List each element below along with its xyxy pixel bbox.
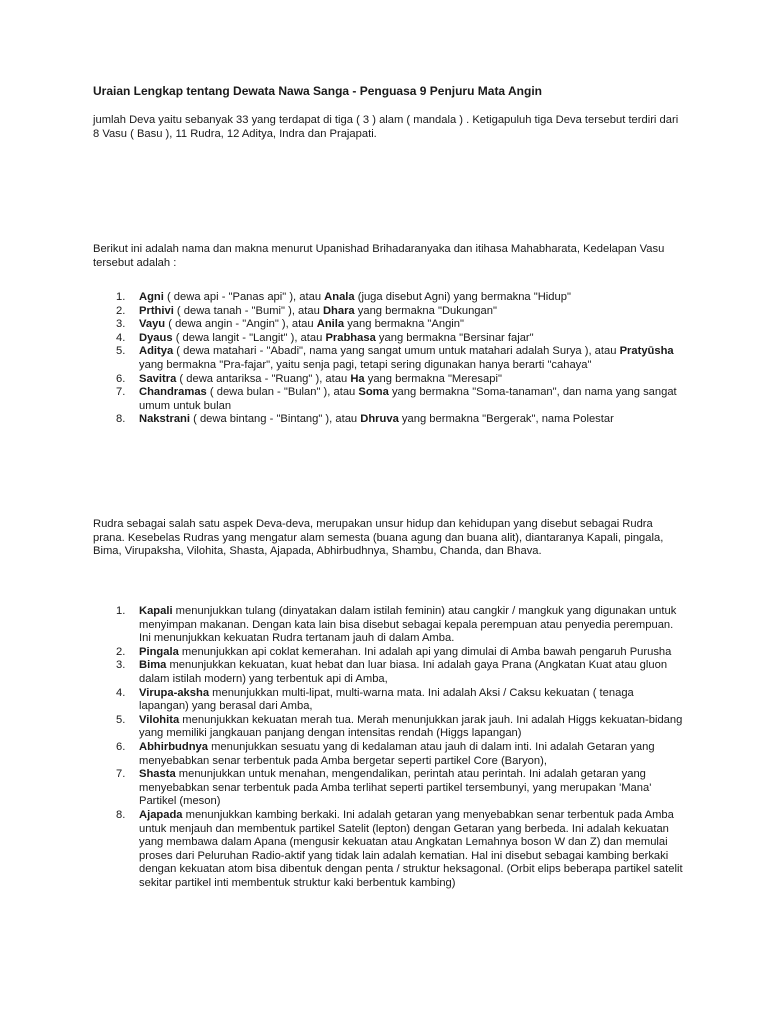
list-item-term: Agni: [139, 291, 164, 303]
list-item-term: Anila: [316, 318, 345, 331]
list-item-term: Ajapada: [139, 808, 183, 821]
list-item-number: 3.: [116, 659, 126, 672]
list-item-term: Vilohita: [139, 713, 180, 726]
list-item-text: menunjukkan untuk menahan, mengendalikan, perintah atau perintah. Ini adalah getaran yang menyebabkan senar terbentuk pada Amba terlihat seperti partikel tersembunyi, yang merupakan 'Mana' Partikel (meson): [139, 768, 652, 808]
list-item-number: 2.: [116, 304, 126, 317]
list-item-number: 4.: [116, 331, 126, 344]
list-item-text: yang bermakna "Bersinar fajar": [375, 331, 534, 344]
list-item-term: Pratyūsha: [619, 345, 674, 358]
list-item-text: menunjukkan multi-lipat, multi-warna mata. Ini adalah Aksi / Caksu kekuatan ( tenaga lapangan) yang berasal dari Amba,: [139, 686, 634, 713]
list-item-term: Aditya: [139, 345, 174, 358]
list-item-term: Dhruva: [360, 413, 399, 426]
list-item-text: ( dewa matahari - "Abadi", nama yang sangat umum untuk matahari adalah Surya ), atau: [173, 345, 620, 358]
list-item-text: ( dewa bulan - "Bulan" ), atau: [206, 386, 359, 399]
list-item: [93, 373, 683, 387]
list-item: [93, 646, 683, 660]
rudra-intro-paragraph: Rudra sebagai salah satu aspek Deva-deva, merupakan unsur hidup dan kehidupan yang disebut sebagai Rudra prana. Kesebelas Rudras yang mengatur alam semesta (buana agung dan buana alit), diantaranya Kapali, pingala, Bima, Virupaksha, Vilohita, Shasta, Ajapada, Abhirbudhnya, Shambu, Chanda, dan Bhava.: [93, 518, 664, 558]
list-item-text: yang bermakna "Meresapi": [364, 372, 502, 385]
list-item-text: ( dewa tanah - "Bumi" ), atau: [173, 304, 323, 317]
list-item-number: 6.: [116, 740, 126, 753]
list-item-text: ( dewa antariksa - "Ruang" ), atau: [176, 372, 351, 385]
list-item-text: (juga disebut Agni) yang bermakna "Hidup": [354, 291, 571, 303]
list-item-number: 2.: [116, 645, 126, 658]
rudra-list: [93, 605, 683, 890]
list-item-number: 7.: [116, 386, 126, 399]
list-item: [93, 659, 683, 686]
list-item: [93, 332, 683, 346]
list-item-term: Prthivi: [139, 304, 174, 317]
list-item-text: yang bermakna "Dukungan": [354, 304, 497, 317]
list-item-text: menunjukkan api coklat kemerahan. Ini adalah api yang dimulai di Amba bawah pengaruh Purusha: [178, 645, 672, 658]
list-item-text: menunjukkan kambing berkaki. Ini adalah getaran yang menyebabkan senar terbentuk pada Amba untuk menjauh dan membentuk partikel Satelit (lepton) dengan Getaran yang berbeda. Ini adalah kekuatan yang membawa dalam Apana (mengusir kekuatan atau Angkatan Lemahnya boson W dan Z) dan memulai proses dari Peluruhan Radio-aktif yang tidak lain adalah kematian. Hal ini disebut sebagai kambing berkaki dengan kekuatan atom bisa dibentuk dengan penta / struktur heksagonal. (Orbit elips beberapa partikel satelit sekitar partikel inti membentuk struktur kaki berbentuk kambing): [139, 808, 683, 889]
list-item-term: Ha: [350, 372, 365, 385]
list-item-number: 1.: [116, 605, 126, 617]
list-item-text: ( dewa bintang - "Bintang" ), atau: [190, 413, 361, 426]
list-item: [93, 318, 683, 332]
list-item-text: menunjukkan sesuatu yang di kedalaman atau jauh di dalam inti. Ini adalah Getaran yang menyebabkan senar terbentuk pada Amba bergetar seperti partikel Core (Baryon),: [139, 740, 655, 767]
list-item-term: Pingala: [139, 645, 179, 658]
list-item-term: Dhara: [322, 304, 355, 317]
list-item: [93, 768, 683, 809]
list-item: [93, 386, 683, 413]
list-item-term: Shasta: [139, 768, 176, 781]
list-item: [93, 413, 683, 427]
list-item-text: ( dewa api - "Panas api" ), atau: [163, 291, 325, 303]
list-item-text: yang bermakna "Bergerak", nama Polestar: [398, 413, 614, 426]
page-title: Uraian Lengkap tentang Dewata Nawa Sanga - Penguasa 9 Penjuru Mata Angin: [93, 84, 542, 98]
list-item-number: 8.: [116, 808, 126, 821]
list-item-number: 5.: [116, 713, 126, 726]
vasu-intro-paragraph: Berikut ini adalah nama dan makna menurut Upanishad Brihadaranyaka dan itihasa Mahabharata, Kedelapan Vasu tersebut adalah :: [93, 243, 665, 269]
list-item: [93, 305, 683, 319]
list-item-text: yang bermakna "Pra-fajar", yaitu senja pagi, tetapi sering digunakan hanya berarti "cahaya": [139, 358, 592, 371]
list-item-term: Soma: [358, 386, 389, 399]
list-item-number: 5.: [116, 345, 126, 358]
list-item-term: Abhirbudnya: [139, 740, 208, 753]
list-item-term: Savitra: [139, 372, 177, 385]
list-item-term: Nakstrani: [139, 413, 190, 426]
list-item-text: menunjukkan kekuatan merah tua. Merah menunjukkan jarak jauh. Ini adalah Higgs kekuatan-bidang yang memiliki jangkauan panjang dengan intensitas rendah (Higgs lapangan): [139, 713, 683, 740]
list-item-number: 6.: [116, 372, 126, 385]
list-item: [93, 741, 683, 768]
list-item-term: Vayu: [139, 318, 166, 331]
list-item-text: menunjukkan kekuatan, kuat hebat dan luar biasa. Ini adalah gaya Prana (Angkatan Kuat atau gluon dalam istilah modern) yang terbentuk api di Amba,: [139, 659, 668, 685]
list-item: [93, 809, 683, 891]
list-item-number: 3.: [116, 318, 126, 331]
list-item-term: Virupa-aksha: [139, 686, 210, 699]
list-item-term: Kapali: [139, 605, 173, 617]
list-item-number: 7.: [116, 768, 126, 781]
list-item-text: yang bermakna "Angin": [344, 318, 464, 331]
list-item-text: ( dewa langit - "Langit" ), atau: [172, 331, 326, 344]
list-item-term: Bima: [139, 659, 167, 672]
vasu-list: [93, 291, 683, 427]
list-item-term: Anala: [324, 291, 355, 303]
list-item-number: 8.: [116, 413, 126, 426]
list-item-text: menunjukkan tulang (dinyatakan dalam istilah feminin) atau cangkir / mangkuk yang digunakan untuk menyimpan makanan. Dengan kata lain bisa disebut sebagai kepala perempuan atau penyedia perempuan. Ini menunjukkan kekuatan Rudra tertanam jauh di dalam Amba.: [139, 605, 677, 645]
list-item: [93, 345, 683, 372]
list-item: [93, 714, 683, 741]
list-item-number: 4.: [116, 686, 126, 699]
list-item-text: yang bermakna "Soma-tanaman", dan nama yang sangat umum untuk bulan: [139, 386, 677, 412]
list-item-term: Dyaus: [139, 331, 173, 344]
intro-paragraph: jumlah Deva yaitu sebanyak 33 yang terdapat di tiga ( 3 ) alam ( mandala ) . Ketigapuluh tiga Deva tersebut terdiri dari 8 Vasu ( Basu ), 11 Rudra, 12 Aditya, Indra dan Prajapati.: [93, 114, 679, 140]
list-item: [93, 605, 683, 646]
list-item-number: 1.: [116, 291, 126, 303]
list-item: [93, 687, 683, 714]
list-item: [93, 291, 683, 305]
list-item-term: Prabhasa: [325, 331, 376, 344]
list-item-term: Chandramas: [139, 386, 207, 399]
list-item-text: ( dewa angin - "Angin" ), atau: [165, 318, 317, 331]
